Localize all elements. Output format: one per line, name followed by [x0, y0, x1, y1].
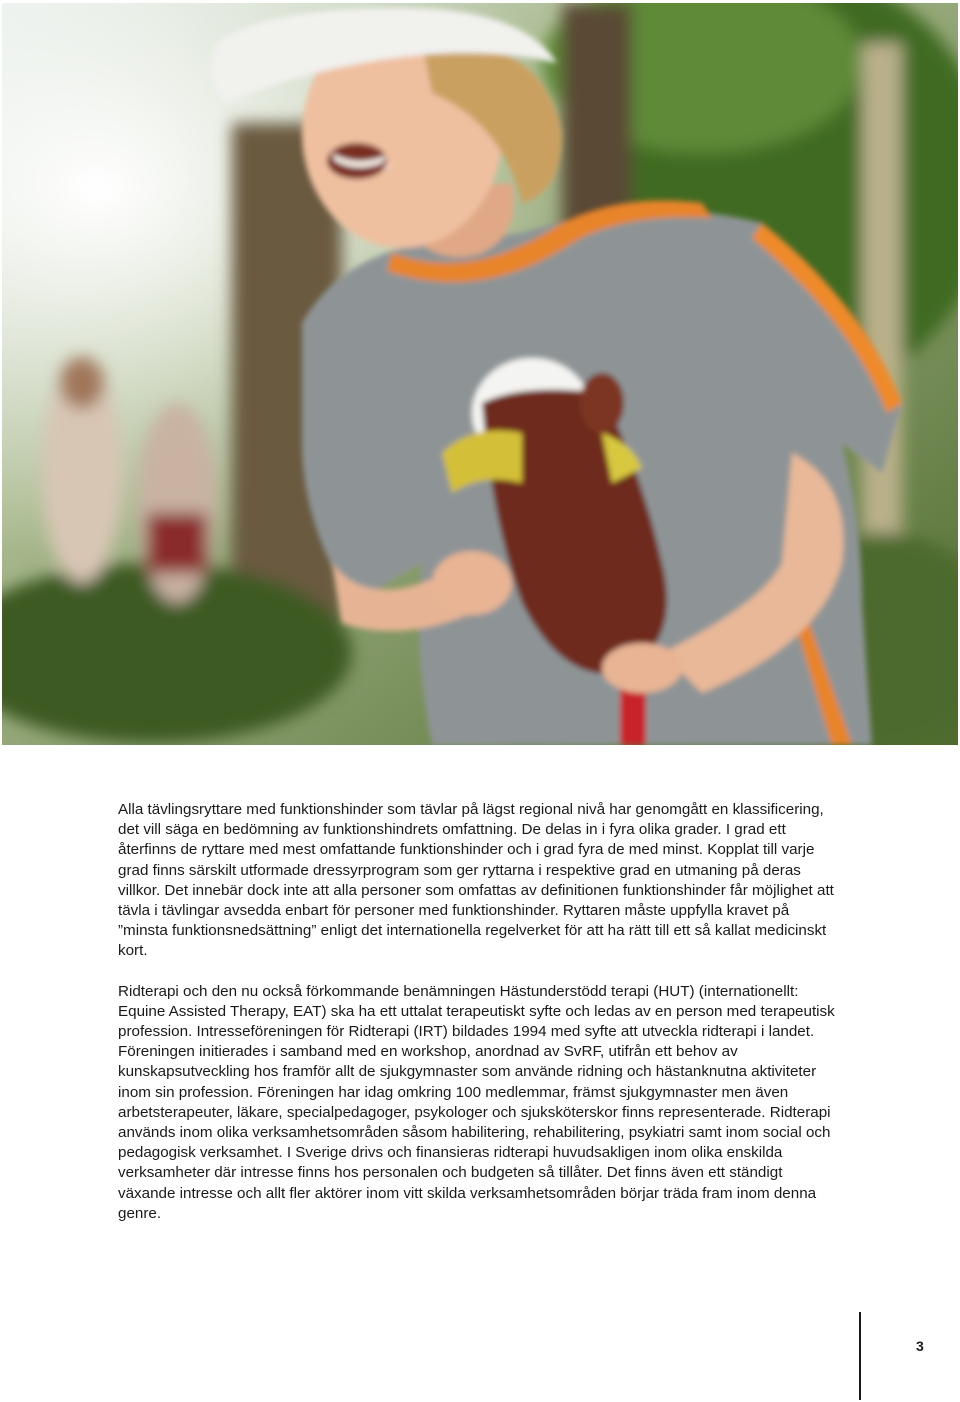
- body-text: [118, 800, 838, 1244]
- photo-boy-with-hobby-horse: [2, 3, 958, 745]
- photo-illustration: [2, 3, 958, 745]
- page-number: 3: [916, 1338, 924, 1354]
- paragraph-classification: Alla tävlingsryttare med funktionshinder som tävlar på lägst regional nivå har genomgått en klassificering, det vill säga en bedömning av funktionshindrets omfattning. De delas in i fyra olika grader. I grad ett återfinns de ryttare med mest omfattande funktionshinder och i grad fyra de med minst. Kopplat till varje grad finns särskilt utformade dressyrprogram som ger ryttarna i respektive grad en utmaning på deras villkor. Det innebär dock inte att alla personer som omfattas av definitionen funktionshinder får möjlighet att tävla i tävlingar avsedda enbart för personer med funktionshinder. Ryttaren måste uppfylla kravet på ”minsta funktionsnedsättning” enligt det internationella regelverket för att ha rätt till ett så kallat medicinskt kort.: [118, 801, 834, 960]
- paragraph-ridterapi: Ridterapi och den nu också förkommande benämningen Hästunderstödd terapi (HUT) (internationellt: Equine Assisted Therapy, EAT) ska ha ett uttalat terapeutiskt syfte och ledas av en person med terapeutisk profession. Intresseföreningen för Ridterapi (IRT) bildades 1994 med syfte att utveckla ridterapi i landet. Föreningen initierades i samband med en workshop, anordnad av SvRF, utifrån ett behov av kunskapsutveckling hos framför allt de sjukgymnaster som använde ridning och hästanknutna aktiviteter inom sin profession. Föreningen har idag omkring 100 medlemmar, främst sjukgymnaster men även arbetsterapeuter, läkare, specialpedagoger, psykologer och sjuksköterskor finns representerade. Ridterapi används inom olika verksamhetsområden såsom habilitering, rehabilitering, psykiatri samt inom social och pedagogisk verksamhet. I Sverige drivs och finansieras ridterapi huvudsakligen inom olika enskilda verksamheter där intresse finns hos personalen och budgeten så tillåter. Det finns även ett ständigt växande intresse och allt fler aktörer inom vitt skilda verksamhetsområden börjar träda fram inom denna genre.: [118, 982, 835, 1222]
- page-number-divider: [859, 1312, 861, 1400]
